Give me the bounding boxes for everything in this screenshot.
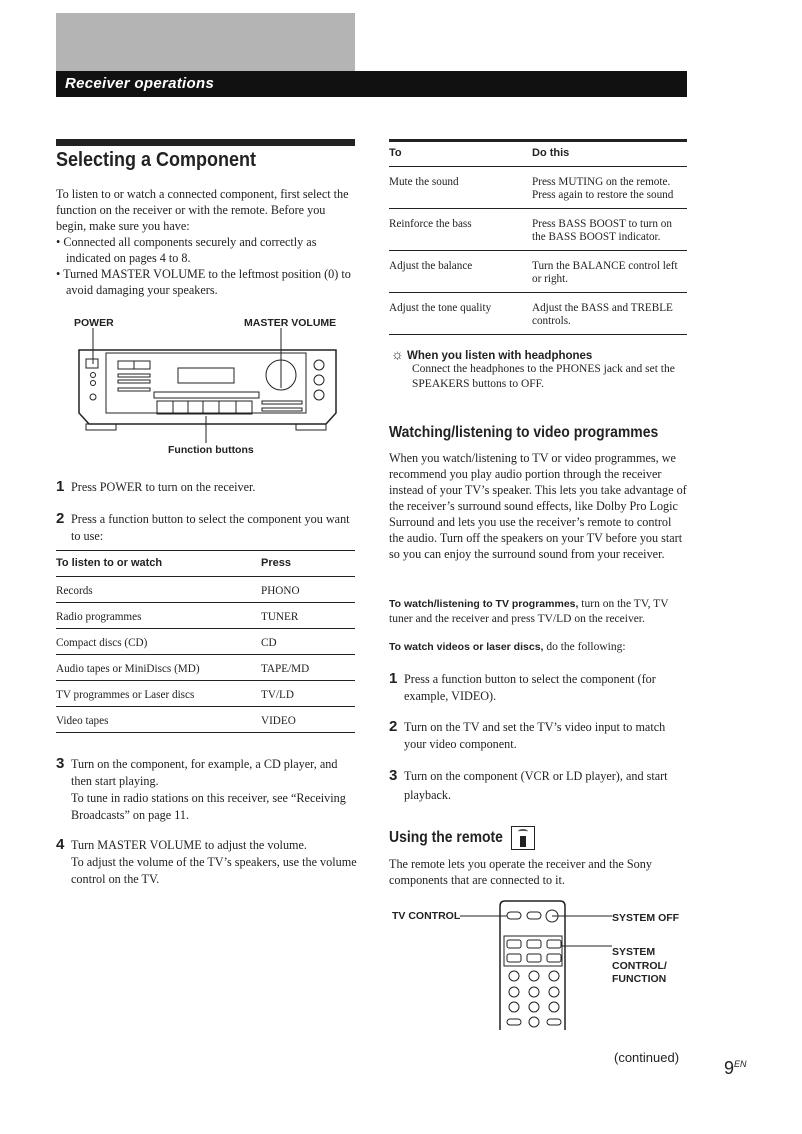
step [48,510,358,545]
step [381,766,681,805]
table-cell: Mute the sound [389,176,459,188]
table-row [389,167,687,209]
table-row [389,251,687,293]
step [48,478,358,496]
receiver-illustration [56,328,356,443]
body-text: turn on the TV, TV tuner and the receiver and press TV/LD on the receiver. [389,598,669,625]
lightbulb-icon: ☼ [391,346,404,362]
table-cell: Press MUTING on the remote. Press again to restore the sound [532,176,674,201]
video-paragraph: When you watch/listening to TV or video programmes, we recommend you play audio portion through the receiver instead of your TV’s speaker. This lets you take advantage of the receiver’s surround sound effects, like Dolby Pro Logic Surround and lets you use the receiver’s remote to control the audio. Turn off the speakers on your TV before you start so you can enjoy the surround sound from your receiver. [389,451,687,561]
steps-1-2 [48,478,358,545]
tips-table [389,139,687,335]
power-label: POWER [74,317,114,329]
tip-box [391,346,691,392]
table-cell: TAPE/MD [261,663,310,675]
table-cell: Press BASS BOOST to turn on the BASS BOOST indicator. [532,218,672,243]
step-number: 3 [56,755,65,772]
page-number [724,1058,747,1079]
table-row [56,681,355,707]
continued-label: (continued) [614,1050,680,1065]
step-number: 1 [389,670,398,687]
lead-text: To watch videos or laser discs, [389,641,544,653]
table-cell: TV/LD [261,689,294,701]
step-number: 2 [56,510,65,527]
table-row [56,655,355,681]
table-cell: Compact discs (CD) [56,637,148,649]
steps-3-4 [48,755,358,888]
table-cell: Turn the BALANCE control left or right. [532,260,678,285]
section-header: Receiver operations [56,71,687,97]
section-heading: Using the remote [389,829,503,846]
function-table [56,550,355,733]
bullet-item: • Connected all components securely and correctly as indicated on pages 4 to 8. [56,235,317,265]
remote-illustration [460,900,612,1032]
function-buttons-label: Function buttons [168,444,254,456]
table-cell: Video tapes [56,715,109,727]
column-header: To listen to or watch [56,557,163,569]
page-suffix: EN [734,1059,747,1069]
table-cell: CD [261,637,277,649]
intro [56,186,351,298]
intro-text: To listen to or watch a connected component, first select the function on the receiver or with the remote. Before you begin, make sure you have: [56,187,349,233]
step [381,718,681,753]
step-number: 3 [389,767,398,784]
bullet-text: Connected all components securely and correctly as indicated on pages 4 to 8. [63,235,317,265]
divider [56,139,355,146]
step-text: Turn on the TV and set the TV’s video input to match your video component. [404,720,666,751]
table-cell: TUNER [261,611,299,623]
table-row [56,707,355,733]
lead-text: To watch/listening to TV programmes, [389,598,579,610]
bullet-text: Turned MASTER VOLUME to the leftmost position (0) to avoid damaging your speakers. [63,267,351,297]
tip-title: When you listen with headphones [407,350,593,362]
table-row [389,293,687,335]
table-row [56,629,355,655]
table-cell: Reinforce the bass [389,218,472,230]
step-note: To adjust the volume of the TV’s speakers, use the volume control on the TV. [71,855,357,886]
step-text: Press a function button to select the component (for example, VIDEO). [404,672,656,703]
tv-control-label: TV CONTROL [392,910,461,922]
tip-text: Connect the headphones to the PHONES jack and set the SPEAKERS buttons to OFF. [412,363,675,390]
table-row [389,209,687,251]
table-cell: TV programmes or Laser discs [56,689,195,701]
page-number-value: 9 [724,1058,735,1078]
step-number: 4 [56,836,65,853]
step-number: 1 [56,478,65,495]
table-row [56,577,355,603]
section-heading: Watching/listening to video programmes [389,424,659,441]
step-text: Press POWER to turn on the receiver. [71,480,256,494]
body-text: do the following: [543,641,626,653]
video-instruction [389,641,687,653]
step [48,755,358,824]
step-text: Turn on the component, for example, a CD player, and then start playing. [71,757,338,788]
table-cell: VIDEO [261,715,296,727]
table-cell: Adjust the BASS and TREBLE controls. [532,302,673,327]
step-text: Turn MASTER VOLUME to adjust the volume. [71,838,307,852]
remote-paragraph: The remote lets you operate the receiver and the Sony components that are connected to it. [389,857,652,887]
table-cell: PHONO [261,585,300,597]
step [48,836,358,888]
column-header: Do this [532,147,570,159]
page-title: Selecting a Component [56,149,257,171]
remote-icon [511,826,535,850]
header-gray-box [56,13,355,71]
table-cell: Adjust the tone quality [389,302,492,314]
column-header: Press [261,557,291,569]
table-cell: Adjust the balance [389,260,473,272]
table-cell: Radio programmes [56,611,142,623]
column-header: To [389,147,402,159]
step-text: Press a function button to select the component you want to use: [71,512,350,543]
step [381,670,681,705]
table-cell: Records [56,585,93,597]
table-row [56,603,355,629]
system-control-label: SYSTEM CONTROL/ FUNCTION [612,946,667,985]
step-text: Turn on the component (VCR or LD player), and start playback. [404,769,668,802]
bullet-item: • Turned MASTER VOLUME to the leftmost position (0) to avoid damaging your speakers. [56,267,351,297]
step-number: 2 [389,718,398,735]
video-steps [381,670,681,805]
table-cell: Audio tapes or MiniDiscs (MD) [56,663,200,675]
master-volume-label: MASTER VOLUME [244,317,337,329]
tv-instruction [389,597,687,627]
system-off-label: SYSTEM OFF [612,912,680,924]
step-note: To tune in radio stations on this receiver, see “Receiving Broadcasts” on page 11. [71,791,346,822]
